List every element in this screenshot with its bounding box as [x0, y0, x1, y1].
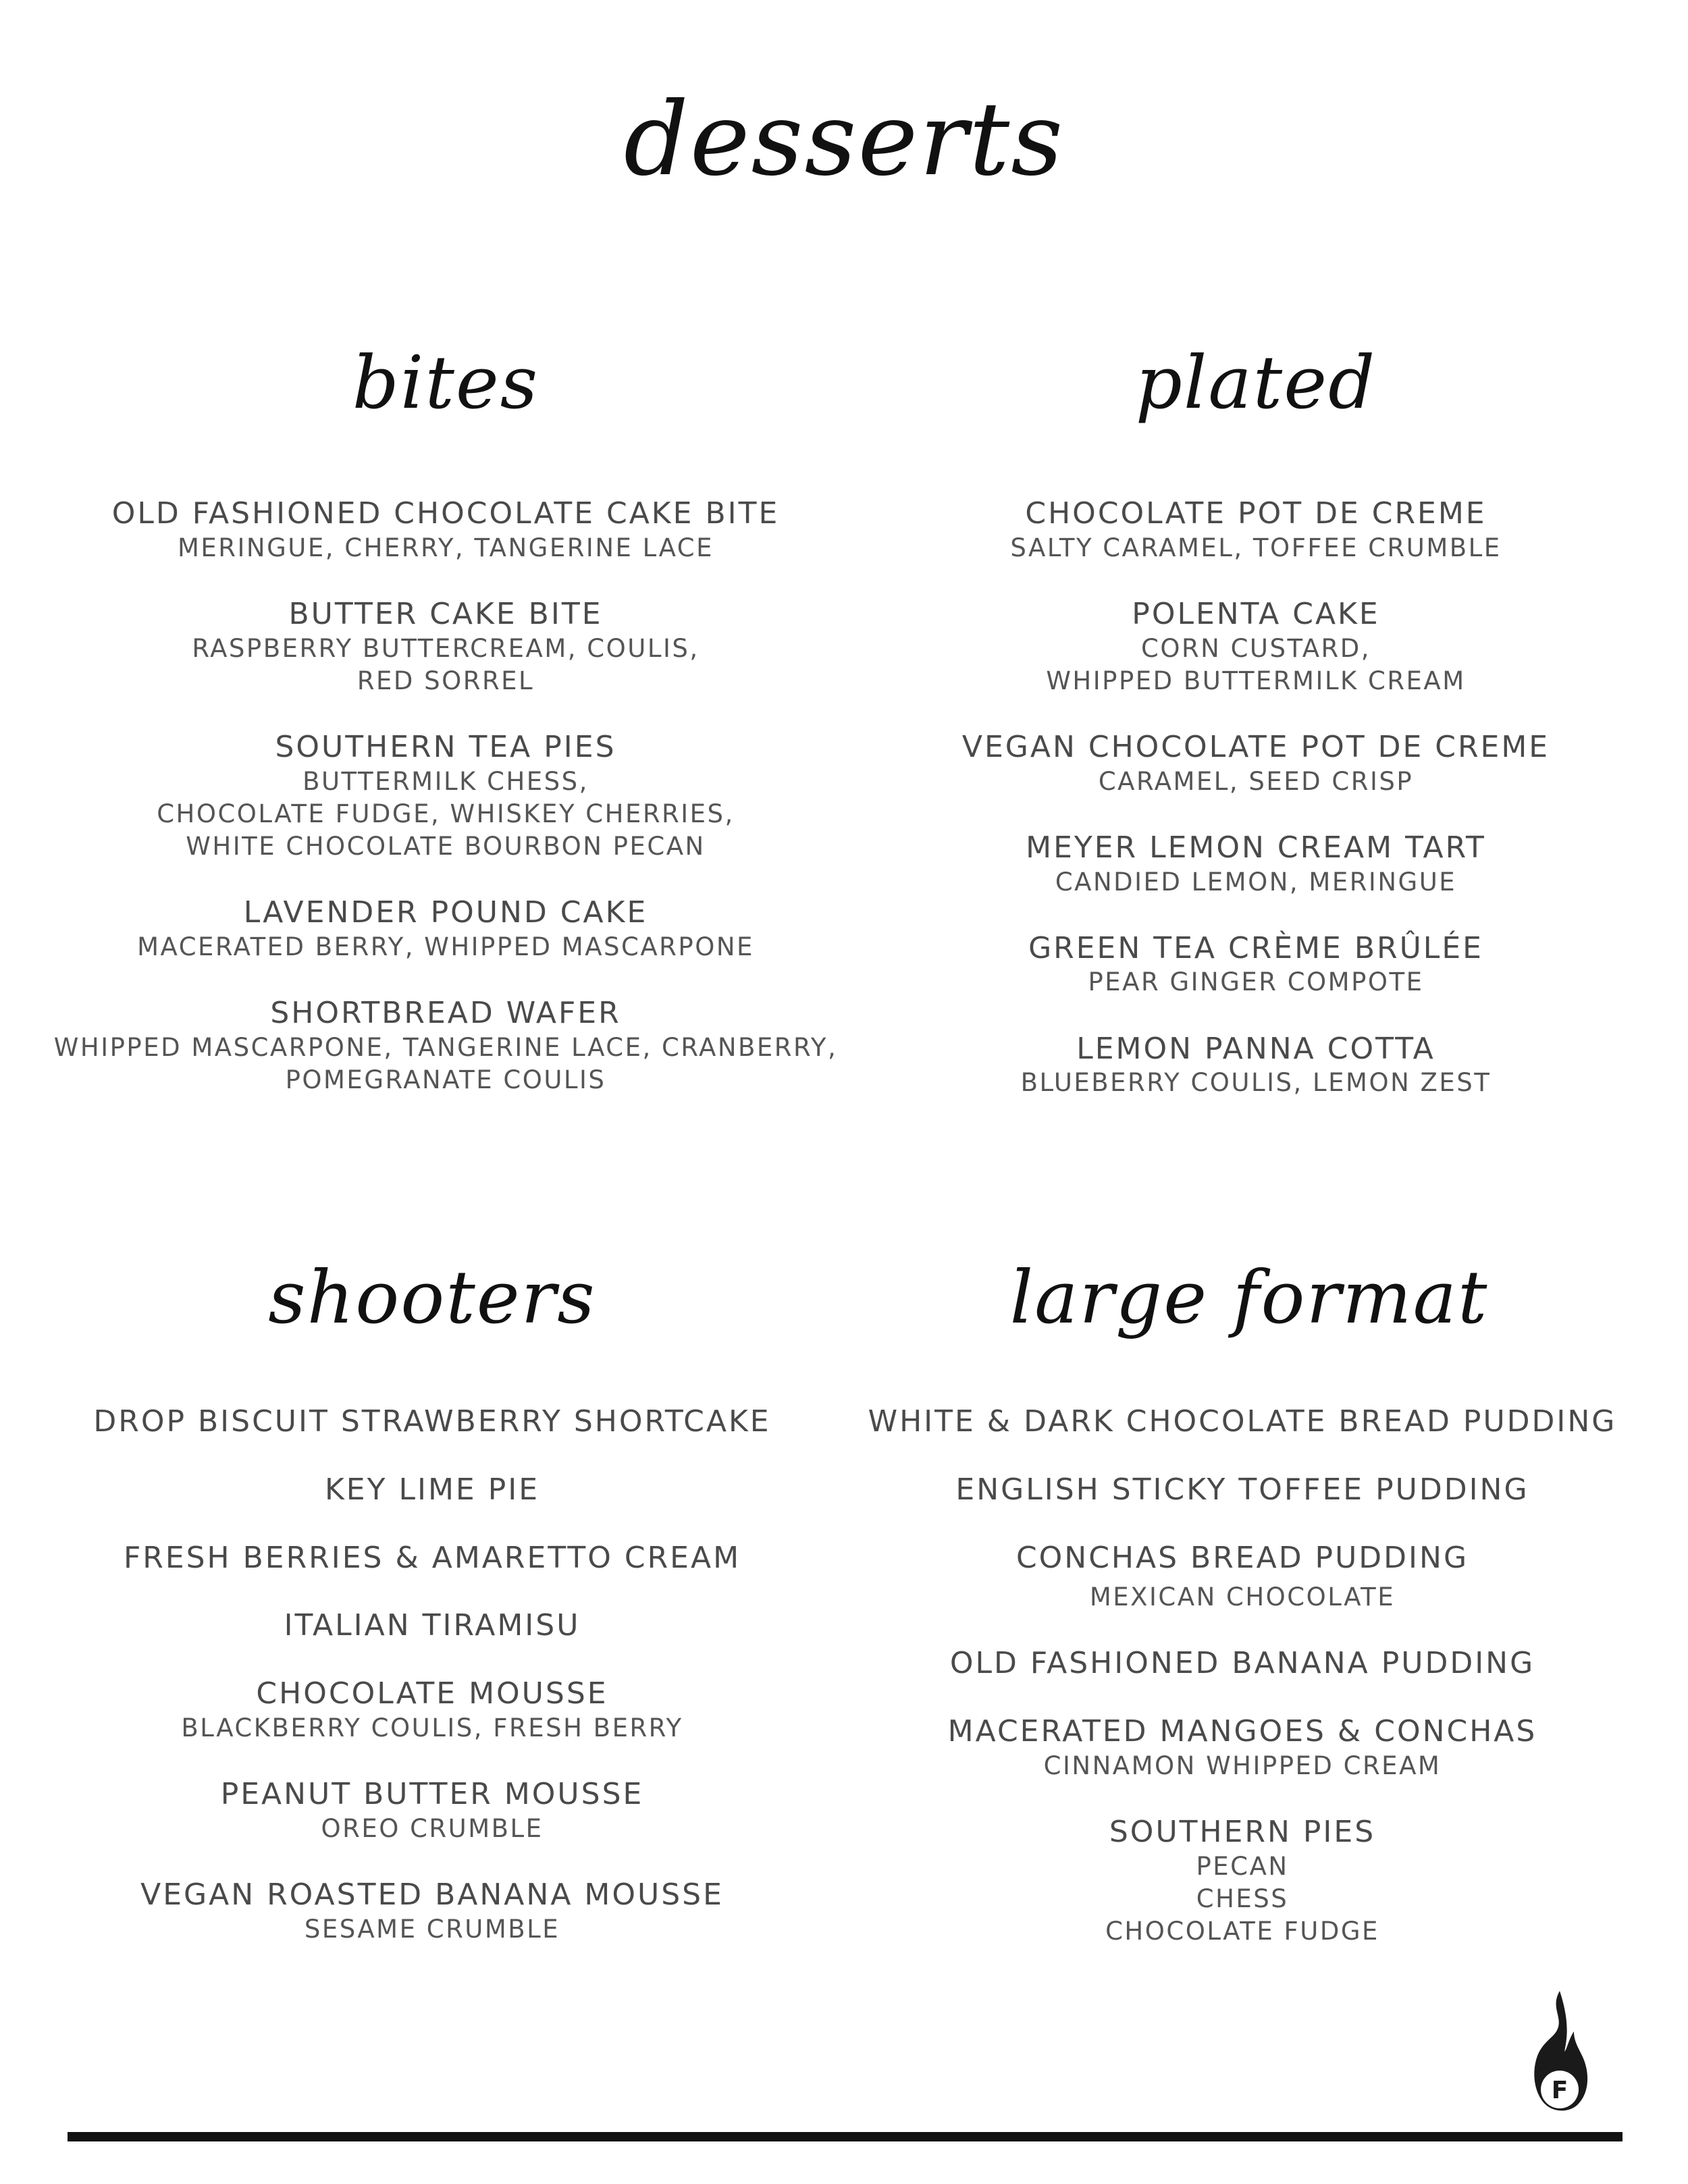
item-description: BUTTERMILK CHESS,: [302, 766, 589, 796]
item-description: MEXICAN CHOCOLATE: [1089, 1582, 1396, 1612]
logo-letter: F: [1551, 2077, 1568, 2104]
menu-item: [27, 1472, 837, 1508]
menu-item: [27, 1877, 837, 1946]
item-name: SOUTHERN TEA PIES: [275, 729, 616, 764]
item-name: GREEN TEA CRÈME BRÛLÉE: [1028, 930, 1483, 965]
item-name: MACERATED MANGOES & CONCHAS: [947, 1714, 1537, 1749]
item-description: OREO CRUMBLE: [321, 1813, 544, 1843]
menu-item: [41, 996, 851, 1096]
item-name: KEY LIME PIE: [324, 1472, 540, 1507]
item-name: CHOCOLATE POT DE CREME: [1025, 496, 1487, 531]
menu-item: [851, 1032, 1661, 1100]
item-name: CONCHAS BREAD PUDDING: [1016, 1540, 1469, 1575]
menu-item: [41, 496, 851, 564]
item-name: LEMON PANNA COTTA: [1076, 1031, 1435, 1066]
item-description: CORN CUSTARD,: [1140, 633, 1371, 663]
item-name: BUTTER CAKE BITE: [288, 596, 603, 631]
menu-item: [27, 1541, 837, 1576]
item-name: CHOCOLATE MOUSSE: [256, 1676, 608, 1711]
item-description: SALTY CARAMEL, TOFFEE CRUMBLE: [1010, 533, 1502, 562]
item-description: POMEGRANATE COULIS: [285, 1065, 606, 1094]
flame-f-logo-icon: [1523, 1988, 1597, 2123]
item-description: PECAN: [1196, 1851, 1289, 1881]
shooters-list: [27, 1404, 837, 1946]
item-description: CHOCOLATE FUDGE: [1105, 1917, 1379, 1946]
menu-item: [27, 1777, 837, 1845]
menu-item: [41, 597, 851, 697]
item-description: BLUEBERRY COULIS, LEMON ZEST: [1020, 1068, 1492, 1098]
menu-item: [27, 1608, 837, 1644]
item-name: VEGAN CHOCOLATE POT DE CREME: [961, 729, 1550, 764]
menu-item: [41, 730, 851, 863]
section-title-shooters: shooters: [268, 1256, 596, 1340]
menu-item: [41, 895, 851, 963]
item-description: WHIPPED MASCARPONE, TANGERINE LACE, CRANBERRY,: [53, 1032, 838, 1062]
item-description: CINNAMON WHIPPED CREAM: [1043, 1751, 1442, 1781]
page-title: desserts: [623, 81, 1065, 198]
item-name: OLD FASHIONED CHOCOLATE CAKE BITE: [111, 496, 780, 531]
item-description: CANDIED LEMON, MERINGUE: [1055, 867, 1457, 897]
menu-item: [837, 1714, 1647, 1782]
item-description: SESAME CRUMBLE: [304, 1914, 560, 1944]
menu-item: [837, 1404, 1647, 1440]
item-name: SHORTBREAD WAFER: [270, 995, 621, 1030]
item-description: WHITE CHOCOLATE BOURBON PECAN: [186, 831, 706, 861]
menu-item: [837, 1541, 1647, 1614]
menu-item: [837, 1472, 1647, 1508]
menu-item: [851, 496, 1661, 564]
menu-item: [27, 1676, 837, 1744]
menu-item: [27, 1404, 837, 1440]
large-format-list: [837, 1404, 1647, 1948]
item-name: MEYER LEMON CREAM TART: [1026, 830, 1486, 865]
item-name: ENGLISH STICKY TOFFEE PUDDING: [955, 1472, 1529, 1507]
menu-item: [851, 730, 1661, 798]
item-name: POLENTA CAKE: [1132, 596, 1380, 631]
item-name: OLD FASHIONED BANANA PUDDING: [949, 1646, 1535, 1681]
item-name: SOUTHERN PIES: [1109, 1815, 1376, 1850]
menu-item: [851, 830, 1661, 899]
item-description: RED SORREL: [357, 666, 535, 695]
plated-list: [851, 496, 1661, 1099]
item-description: RASPBERRY BUTTERCREAM, COULIS,: [192, 633, 700, 663]
item-description: CARAMEL, SEED CRISP: [1098, 766, 1414, 796]
bites-list: [41, 496, 851, 1096]
item-name: WHITE & DARK CHOCOLATE BREAD PUDDING: [868, 1404, 1617, 1439]
item-description: CHESS: [1196, 1884, 1289, 1914]
menu-item: [851, 931, 1661, 999]
section-title-bites: bites: [352, 341, 539, 425]
section-title-plated: plated: [1135, 341, 1377, 425]
item-name: DROP BISCUIT STRAWBERRY SHORTCAKE: [93, 1404, 771, 1439]
item-name: LAVENDER POUND CAKE: [243, 895, 648, 930]
menu-item: [837, 1646, 1647, 1682]
menu-item: [851, 597, 1661, 697]
item-name: ITALIAN TIRAMISU: [284, 1608, 581, 1643]
section-title-large-format: large format: [1009, 1256, 1489, 1340]
item-name: PEANUT BUTTER MOUSSE: [220, 1777, 644, 1812]
item-description: PEAR GINGER COMPOTE: [1088, 967, 1424, 997]
menu-item: [837, 1815, 1647, 1948]
item-description: WHIPPED BUTTERMILK CREAM: [1046, 666, 1466, 695]
bottom-rule: [68, 2132, 1623, 2141]
item-name: VEGAN ROASTED BANANA MOUSSE: [140, 1877, 724, 1912]
item-description: MERINGUE, CHERRY, TANGERINE LACE: [177, 533, 714, 562]
item-description: CHOCOLATE FUDGE, WHISKEY CHERRIES,: [157, 799, 735, 828]
item-name: FRESH BERRIES & AMARETTO CREAM: [123, 1540, 741, 1575]
item-description: BLACKBERRY COULIS, FRESH BERRY: [181, 1713, 683, 1742]
item-description: MACERATED BERRY, WHIPPED MASCARPONE: [137, 932, 754, 961]
